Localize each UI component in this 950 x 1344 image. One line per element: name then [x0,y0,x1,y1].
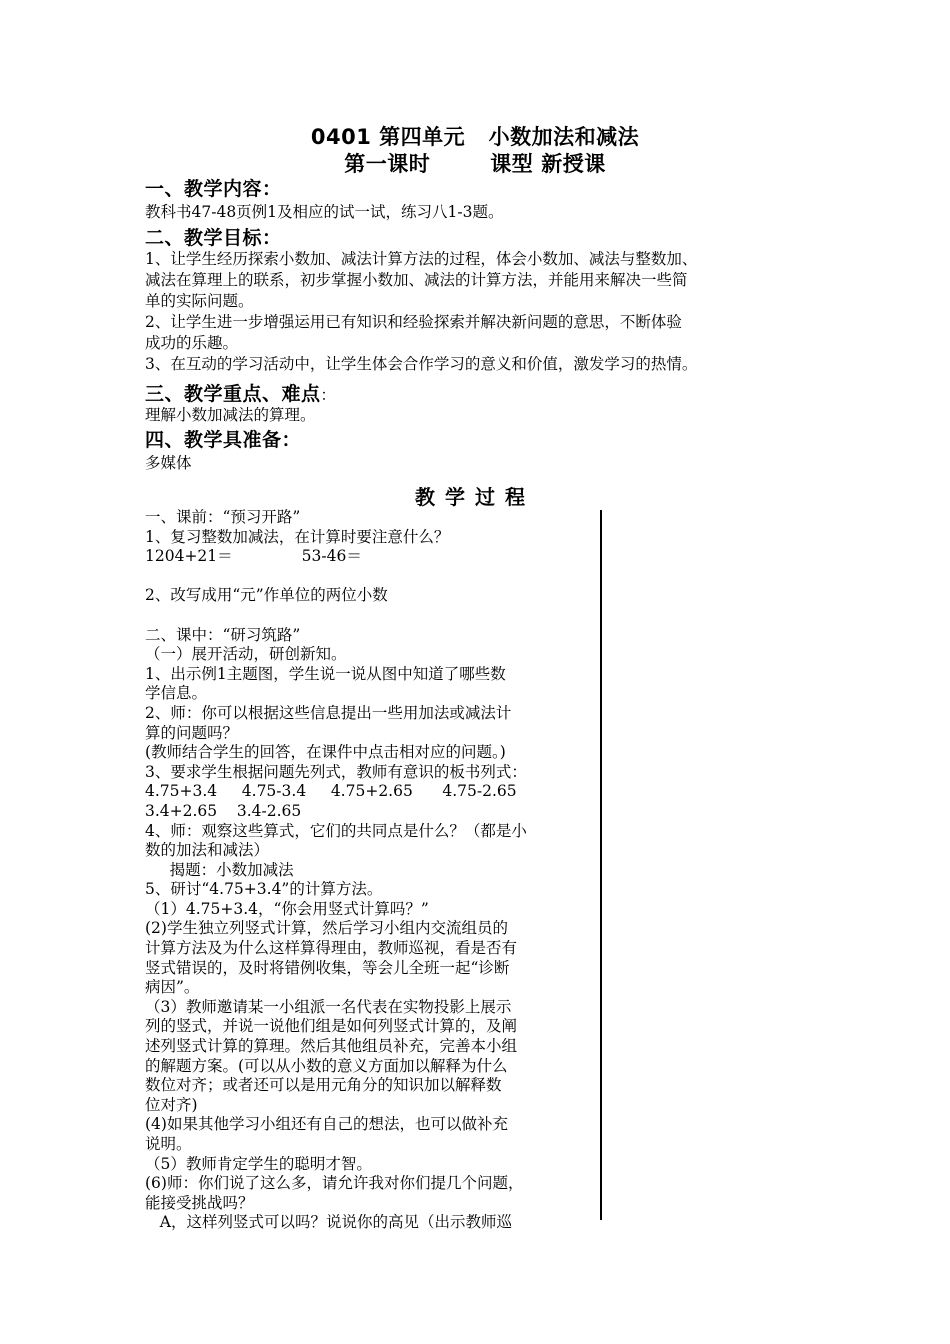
content-heading: 一、教学内容： [145,178,282,200]
process-line: 计算方法及为什么这样算得理由，教师巡视，看是否有 [145,939,518,958]
process-line: 揭题：小数加减法 [145,860,294,879]
process-line: 4.75+3.4 4.75-3.4 4.75+2.65 4.75-2.65 [145,782,517,801]
process-line: 说明。 [145,1135,192,1153]
process-line: 1、复习整数加减法，在计算时要注意什么？ [145,527,450,546]
goal-line: 2、让学生进一步增强运用已有知识和经验探索并解决新问题的意思，不断体验 [145,313,682,331]
process-line [145,606,595,626]
key-heading-text: 三、教学重点、难点 [145,383,321,405]
process-line: 算的问题吗？ [145,723,239,742]
process-line: 数的加法和减法） [145,841,270,860]
process-line: 二、课中：“研习筑路” [145,625,301,644]
tools-text: 多媒体 [145,454,192,472]
lesson-subtitle [0,151,950,177]
title-unit: 第四单元 [379,125,466,149]
process-body [145,508,595,1233]
process-line: 能接受挑战吗？ [145,1193,254,1212]
column-divider [600,510,602,1220]
process-line: (6)师：你们说了这么多，请允许我对你们提几个问题， [145,1174,524,1193]
goal-line: 1、让学生经历探索小数加、减法计算方法的过程，体会小数加、减法与整数加、 [145,250,698,268]
key-heading [145,382,336,407]
type-value: 新授课 [541,152,606,176]
process-line [145,567,595,587]
document-title [0,124,950,150]
process-line: (2)学生独立列竖式计算，然后学习小组内交流组员的 [145,919,508,938]
type-label: 课型 [490,152,534,176]
title-code: 0401 [310,125,372,149]
goals-list [145,249,805,375]
process-title: 教学过程 [415,485,535,509]
process-line: 竖式错误的，及时将错例收集，等会儿全班一起“诊断 [145,958,510,977]
process-line: 3.4+2.65 3.4-2.65 [145,801,302,820]
process-line: (4)如果其他学习小组还有自己的想法，也可以做补充 [145,1115,508,1134]
process-line: （3）教师邀请某一小组派一名代表在实物投影上展示 [145,997,512,1016]
process-line: （一）展开活动，研创新知。 [145,645,347,664]
process-line: 3、要求学生根据问题先列式，教师有意识的板书列式： [145,762,527,781]
process-line: 的解题方案。(可以从小数的意义方面加以解释为什么 [145,1056,508,1075]
goal-line: 单的实际问题。 [145,292,254,310]
process-line: 2、师：你可以根据这些信息提出一些用加法或减法计 [145,703,512,722]
process-line: (教师结合学生的回答，在课件中点击相对应的问题。) [145,743,506,762]
tools-heading: 四、教学具准备： [145,429,302,451]
process-line: 列的竖式，并说一说他们组是如何列竖式计算的，及阐 [145,1017,518,1036]
lesson-label: 第一课时 [344,152,431,176]
goals-heading: 二、教学目标： [145,227,282,249]
content-text: 教科书47-48页例1及相应的试一试，练习八1-3题。 [145,203,504,221]
process-line: 1204+21＝ 53-46＝ [145,547,362,566]
key-text: 理解小数加减法的算理。 [145,406,316,424]
process-line: A，这样列竖式可以吗？说说你的高见（出示教师巡 [145,1213,512,1232]
process-line: （1）4.75+3.4，“你会用竖式计算吗？” [145,899,429,918]
process-line: 5、研讨“4.75+3.4”的计算方法。 [145,880,383,899]
process-line: （5）教师肯定学生的聪明才智。 [145,1154,372,1173]
process-line: 2、改写成用“元”作单位的两位小数 [145,586,388,605]
process-line: 4、师：观察这些算式，它们的共同点是什么？（都是小 [145,821,527,840]
process-line: 1、出示例1主题图，学生说一说从图中知道了哪些数 [145,664,506,683]
process-line: 位对齐) [145,1095,198,1114]
process-line: 病因”。 [145,978,200,997]
goal-line: 成功的乐趣。 [145,334,239,352]
key-heading-colon: ： [320,386,337,404]
process-line: 学信息。 [145,684,208,703]
goal-line: 减法在算理上的联系，初步掌握小数加、减法的计算方法，并能用来解决一些简 [145,271,688,289]
process-line: 一、课前：“预习开路” [145,508,301,526]
process-line: 述列竖式计算的算理。然后其他组员补充，完善本小组 [145,1037,518,1056]
title-topic: 小数加法和减法 [488,125,640,149]
goal-line: 3、在互动的学习活动中，让学生体会合作学习的意义和价值，激发学习的热情。 [145,355,698,373]
process-line: 数位对齐；或者还可以是用元角分的知识加以解释数 [145,1076,502,1095]
